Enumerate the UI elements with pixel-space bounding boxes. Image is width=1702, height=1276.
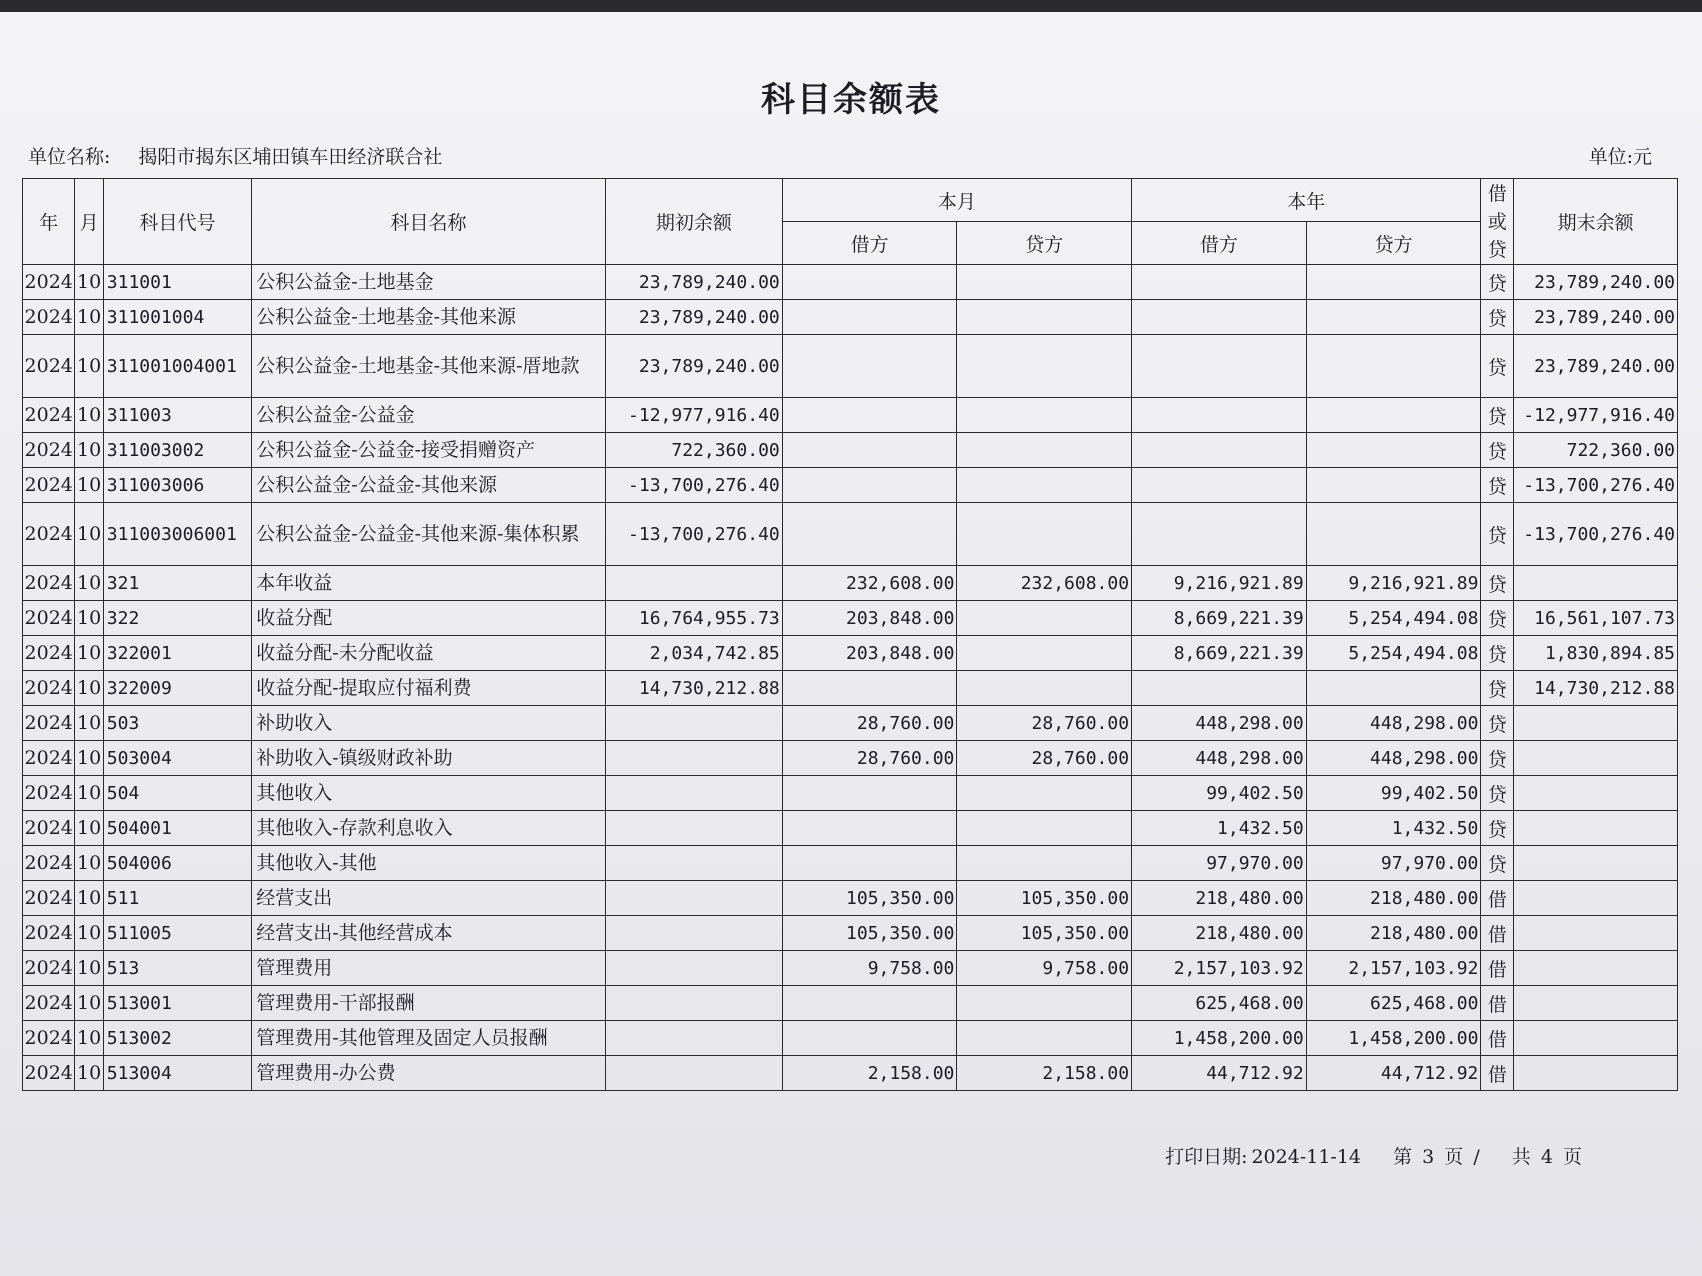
cell-year-credit: 44,712.92 [1306,1056,1481,1091]
header-year-credit: 贷方 [1306,222,1481,265]
cell-month-credit [957,636,1132,671]
cell-direction: 贷 [1481,335,1514,398]
cell-year-debit [1132,433,1307,468]
table-row [23,433,1678,468]
cell-year-debit: 625,468.00 [1132,986,1307,1021]
cell-year-credit: 448,298.00 [1306,706,1481,741]
cell-year-credit: 1,432.50 [1306,811,1481,846]
cell-year-credit [1306,671,1481,706]
cell-code: 322009 [103,671,251,706]
cell-month-credit [957,811,1132,846]
table-row [23,335,1678,398]
cell-month: 10 [75,503,103,566]
cell-opening: 23,789,240.00 [605,300,782,335]
cell-year-credit: 9,216,921.89 [1306,566,1481,601]
cell-name: 收益分配-未分配收益 [252,636,606,671]
cell-month: 10 [75,951,103,986]
cell-month-debit: 105,350.00 [782,916,957,951]
cell-year: 2024 [23,1021,75,1056]
cell-year-credit: 625,468.00 [1306,986,1481,1021]
cell-code: 311001004 [103,300,251,335]
currency-label: 单位:元 [1588,146,1652,168]
cell-year-credit: 1,458,200.00 [1306,1021,1481,1056]
cell-year: 2024 [23,503,75,566]
cell-month-debit [782,776,957,811]
header-year-debit: 借方 [1132,222,1307,265]
cell-month-credit [957,986,1132,1021]
cell-closing: 14,730,212.88 [1514,671,1678,706]
header-this-year: 本年 [1132,179,1481,222]
paper-sheet [0,12,1702,1276]
cell-closing: -13,700,276.40 [1514,503,1678,566]
cell-code: 311003002 [103,433,251,468]
cell-year-credit: 97,970.00 [1306,846,1481,881]
cell-code: 311003006001 [103,503,251,566]
table-row [23,951,1678,986]
header-month-debit: 借方 [782,222,957,265]
cell-closing [1514,916,1678,951]
cell-year-credit [1306,398,1481,433]
total-prefix: 共 [1511,1146,1531,1168]
table-row [23,986,1678,1021]
cell-direction: 贷 [1481,811,1514,846]
cell-month-debit [782,433,957,468]
cell-month-credit: 28,760.00 [957,741,1132,776]
cell-year-debit: 44,712.92 [1132,1056,1307,1091]
cell-month-credit [957,433,1132,468]
table-row [23,636,1678,671]
unit-name-line [28,142,442,169]
cell-code: 311001004001 [103,335,251,398]
cell-opening [605,776,782,811]
cell-year: 2024 [23,706,75,741]
cell-direction: 贷 [1481,503,1514,566]
cell-name: 公积公益金-公益金-接受捐赠资产 [252,433,606,468]
header-direction-2: 或 [1487,210,1507,233]
cell-closing: 23,789,240.00 [1514,300,1678,335]
cell-month: 10 [75,566,103,601]
table-row [23,776,1678,811]
cell-opening: -13,700,276.40 [605,503,782,566]
cell-year-debit [1132,300,1307,335]
cell-month: 10 [75,300,103,335]
cell-name: 经营支出 [252,881,606,916]
cell-name: 管理费用 [252,951,606,986]
balance-table [22,178,1678,1091]
cell-code: 311003 [103,398,251,433]
cell-code: 311003006 [103,468,251,503]
cell-name: 收益分配 [252,601,606,636]
table-row [23,1021,1678,1056]
cell-name: 公积公益金-土地基金-其他来源-厝地款 [252,335,606,398]
cell-year: 2024 [23,671,75,706]
cell-closing [1514,846,1678,881]
cell-name: 收益分配-提取应付福利费 [252,671,606,706]
cell-direction: 借 [1481,1056,1514,1091]
cell-month: 10 [75,601,103,636]
cell-closing: 23,789,240.00 [1514,335,1678,398]
cell-month: 10 [75,706,103,741]
cell-month-debit [782,986,957,1021]
cell-year-credit [1306,265,1481,300]
page-separator: / [1473,1146,1480,1168]
cell-month-credit [957,846,1132,881]
unit-name: 揭阳市揭东区埔田镇车田经济联合社 [138,146,443,168]
cell-year: 2024 [23,1056,75,1091]
cell-year: 2024 [23,811,75,846]
cell-month-debit: 105,350.00 [782,881,957,916]
cell-year: 2024 [23,881,75,916]
cell-month-debit [782,846,957,881]
cell-direction: 贷 [1481,300,1514,335]
cell-year: 2024 [23,986,75,1021]
table-row [23,566,1678,601]
header-direction-1: 借 [1487,182,1507,205]
cell-month: 10 [75,433,103,468]
cell-direction: 贷 [1481,566,1514,601]
cell-month-credit [957,503,1132,566]
cell-closing: 722,360.00 [1514,433,1678,468]
cell-month: 10 [75,265,103,300]
cell-year-credit [1306,300,1481,335]
cell-year-credit [1306,335,1481,398]
cell-month-credit: 105,350.00 [957,881,1132,916]
cell-opening [605,1056,782,1091]
cell-opening: 23,789,240.00 [605,265,782,300]
cell-month-debit [782,335,957,398]
cell-closing: -13,700,276.40 [1514,468,1678,503]
cell-code: 511 [103,881,251,916]
table-row [23,811,1678,846]
cell-opening [605,566,782,601]
cell-name: 管理费用-干部报酬 [252,986,606,1021]
cell-month-credit [957,1021,1132,1056]
header-code: 科目代号 [103,179,251,265]
cell-closing [1514,1056,1678,1091]
cell-direction: 借 [1481,951,1514,986]
cell-year: 2024 [23,468,75,503]
table-row [23,1056,1678,1091]
cell-month: 10 [75,986,103,1021]
cell-year-debit: 448,298.00 [1132,741,1307,776]
cell-opening [605,846,782,881]
cell-month: 10 [75,398,103,433]
cell-closing [1514,811,1678,846]
cell-year-debit: 218,480.00 [1132,881,1307,916]
cell-month-debit [782,468,957,503]
table-row [23,706,1678,741]
cell-year-credit [1306,433,1481,468]
header-name: 科目名称 [252,179,606,265]
cell-name: 补助收入 [252,706,606,741]
cell-code: 322001 [103,636,251,671]
cell-month: 10 [75,671,103,706]
table-body [23,265,1678,1091]
cell-opening [605,951,782,986]
cell-year-debit: 97,970.00 [1132,846,1307,881]
cell-closing [1514,776,1678,811]
table-row [23,846,1678,881]
cell-month-credit: 105,350.00 [957,916,1132,951]
header-month-credit: 贷方 [957,222,1132,265]
header-opening: 期初余额 [605,179,782,265]
cell-year-debit [1132,503,1307,566]
cell-direction: 借 [1481,881,1514,916]
cell-name: 管理费用-办公费 [252,1056,606,1091]
cell-opening [605,881,782,916]
cell-name: 公积公益金-公益金 [252,398,606,433]
cell-closing [1514,741,1678,776]
cell-month: 10 [75,916,103,951]
cell-month: 10 [75,776,103,811]
cell-month-credit [957,265,1132,300]
cell-year-debit: 99,402.50 [1132,776,1307,811]
cell-year: 2024 [23,398,75,433]
cell-year: 2024 [23,300,75,335]
total-suffix: 页 [1562,1146,1582,1168]
cell-month-debit: 9,758.00 [782,951,957,986]
cell-year-credit: 5,254,494.08 [1306,601,1481,636]
cell-name: 公积公益金-公益金-其他来源-集体积累 [252,503,606,566]
cell-month-debit [782,811,957,846]
cell-opening [605,916,782,951]
cell-month-debit [782,1021,957,1056]
cell-month-credit [957,776,1132,811]
cell-name: 本年收益 [252,566,606,601]
cell-opening: 23,789,240.00 [605,335,782,398]
cell-opening: -13,700,276.40 [605,468,782,503]
cell-year-debit: 1,458,200.00 [1132,1021,1307,1056]
table-row [23,671,1678,706]
cell-month-credit [957,601,1132,636]
cell-code: 504 [103,776,251,811]
cell-code: 503 [103,706,251,741]
footer [1161,1142,1582,1169]
cell-code: 322 [103,601,251,636]
cell-year-credit: 5,254,494.08 [1306,636,1481,671]
cell-code: 321 [103,566,251,601]
header-closing: 期末余额 [1514,179,1678,265]
page-suffix: 页 [1444,1146,1464,1168]
cell-opening [605,706,782,741]
cell-name: 其他收入-其他 [252,846,606,881]
table-row [23,601,1678,636]
cell-opening: -12,977,916.40 [605,398,782,433]
cell-direction: 贷 [1481,265,1514,300]
cell-closing [1514,881,1678,916]
cell-name: 公积公益金-土地基金 [252,265,606,300]
cell-month: 10 [75,881,103,916]
cell-year-credit [1306,503,1481,566]
cell-month: 10 [75,335,103,398]
cell-direction: 贷 [1481,706,1514,741]
cell-month-credit [957,671,1132,706]
cell-closing: 23,789,240.00 [1514,265,1678,300]
cell-year-debit: 448,298.00 [1132,706,1307,741]
cell-year: 2024 [23,776,75,811]
print-date-label: 打印日期: [1165,1146,1248,1168]
cell-month-debit: 232,608.00 [782,566,957,601]
cell-name: 其他收入 [252,776,606,811]
cell-month-debit [782,265,957,300]
page-number: 3 [1422,1146,1435,1168]
cell-year-debit [1132,265,1307,300]
cell-opening: 16,764,955.73 [605,601,782,636]
cell-year: 2024 [23,916,75,951]
table-row [23,503,1678,566]
cell-year-credit [1306,468,1481,503]
cell-month-credit: 232,608.00 [957,566,1132,601]
cell-code: 511005 [103,916,251,951]
cell-code: 513004 [103,1056,251,1091]
cell-closing: -12,977,916.40 [1514,398,1678,433]
cell-year-credit: 448,298.00 [1306,741,1481,776]
cell-month-debit: 28,760.00 [782,706,957,741]
cell-code: 311001 [103,265,251,300]
table-row [23,881,1678,916]
cell-code: 503004 [103,741,251,776]
cell-month: 10 [75,741,103,776]
cell-direction: 贷 [1481,601,1514,636]
cell-name: 公积公益金-土地基金-其他来源 [252,300,606,335]
cell-opening [605,811,782,846]
cell-closing [1514,1021,1678,1056]
table-row [23,741,1678,776]
table-row [23,300,1678,335]
cell-year-credit: 218,480.00 [1306,916,1481,951]
cell-month: 10 [75,1056,103,1091]
cell-name: 公积公益金-公益金-其他来源 [252,468,606,503]
cell-year-debit [1132,671,1307,706]
report-title: 科目余额表 [761,80,941,120]
cell-month-credit [957,398,1132,433]
cell-closing [1514,986,1678,1021]
cell-direction: 贷 [1481,636,1514,671]
cell-year-debit: 1,432.50 [1132,811,1307,846]
cell-year: 2024 [23,951,75,986]
cell-closing: 16,561,107.73 [1514,601,1678,636]
cell-year-debit: 218,480.00 [1132,916,1307,951]
cell-year-debit: 8,669,221.39 [1132,601,1307,636]
cell-year-debit: 9,216,921.89 [1132,566,1307,601]
cell-year: 2024 [23,741,75,776]
cell-direction: 贷 [1481,776,1514,811]
cell-year-debit [1132,398,1307,433]
cell-opening: 2,034,742.85 [605,636,782,671]
cell-month-credit [957,300,1132,335]
table-row [23,468,1678,503]
cell-month-debit: 203,848.00 [782,601,957,636]
cell-month-credit: 28,760.00 [957,706,1132,741]
cell-year: 2024 [23,335,75,398]
cell-closing: 1,830,894.85 [1514,636,1678,671]
cell-year-debit [1132,335,1307,398]
cell-year: 2024 [23,846,75,881]
cell-month: 10 [75,846,103,881]
cell-month: 10 [75,636,103,671]
cell-code: 513002 [103,1021,251,1056]
cell-direction: 贷 [1481,846,1514,881]
cell-month-debit [782,398,957,433]
cell-year-credit: 99,402.50 [1306,776,1481,811]
print-date: 2024-11-14 [1251,1146,1362,1168]
cell-direction: 借 [1481,1021,1514,1056]
cell-month-debit: 28,760.00 [782,741,957,776]
cell-year: 2024 [23,566,75,601]
header-direction [1481,179,1514,265]
cell-opening: 14,730,212.88 [605,671,782,706]
cell-year: 2024 [23,636,75,671]
cell-direction: 贷 [1481,468,1514,503]
header-year: 年 [23,179,75,265]
cell-opening [605,1021,782,1056]
header-this-month: 本月 [782,179,1131,222]
cell-name: 其他收入-存款利息收入 [252,811,606,846]
cell-year-debit [1132,468,1307,503]
cell-year-debit: 2,157,103.92 [1132,951,1307,986]
cell-code: 504001 [103,811,251,846]
header-month: 月 [75,179,103,265]
cell-closing [1514,951,1678,986]
cell-opening: 722,360.00 [605,433,782,468]
cell-opening [605,986,782,1021]
page-prefix: 第 [1393,1146,1413,1168]
cell-direction: 贷 [1481,741,1514,776]
unit-name-label: 单位名称: [28,146,111,168]
cell-month-debit [782,671,957,706]
cell-direction: 借 [1481,986,1514,1021]
cell-month: 10 [75,468,103,503]
table-row [23,265,1678,300]
cell-name: 管理费用-其他管理及固定人员报酬 [252,1021,606,1056]
cell-month-credit: 9,758.00 [957,951,1132,986]
cell-direction: 贷 [1481,398,1514,433]
table-row [23,398,1678,433]
cell-year: 2024 [23,265,75,300]
cell-opening [605,741,782,776]
cell-code: 513001 [103,986,251,1021]
cell-month: 10 [75,1021,103,1056]
cell-code: 513 [103,951,251,986]
table-row [23,916,1678,951]
cell-month: 10 [75,811,103,846]
cell-year-credit: 218,480.00 [1306,881,1481,916]
cell-name: 经营支出-其他经营成本 [252,916,606,951]
cell-year-debit: 8,669,221.39 [1132,636,1307,671]
header-direction-3: 贷 [1487,238,1507,261]
cell-year: 2024 [23,601,75,636]
cell-direction: 贷 [1481,671,1514,706]
total-pages: 4 [1540,1146,1553,1168]
cell-year-credit: 2,157,103.92 [1306,951,1481,986]
cell-code: 504006 [103,846,251,881]
cell-month-debit: 203,848.00 [782,636,957,671]
cell-closing [1514,566,1678,601]
cell-name: 补助收入-镇级财政补助 [252,741,606,776]
cell-closing [1514,706,1678,741]
cell-month-debit [782,503,957,566]
cell-month-credit [957,468,1132,503]
cell-direction: 贷 [1481,433,1514,468]
cell-month-credit: 2,158.00 [957,1056,1132,1091]
cell-month-credit [957,335,1132,398]
cell-year: 2024 [23,433,75,468]
cell-month-debit [782,300,957,335]
cell-month-debit: 2,158.00 [782,1056,957,1091]
cell-direction: 借 [1481,916,1514,951]
